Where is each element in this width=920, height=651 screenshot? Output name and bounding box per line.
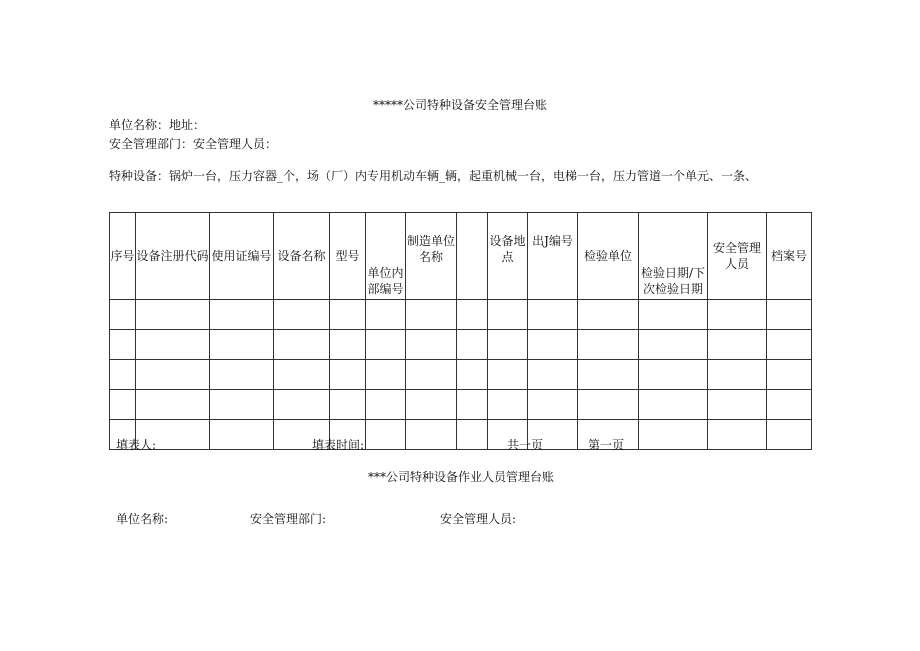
col-header-blank (457, 213, 488, 300)
table-cell (366, 390, 406, 420)
unit-address-line: 单位名称：地址： (109, 118, 206, 132)
table-row (110, 300, 812, 330)
table-cell (366, 300, 406, 330)
table-cell (639, 390, 708, 420)
table-cell (110, 360, 136, 390)
table-cell (406, 360, 457, 390)
col-header-cert-no: 使用证编号 (210, 213, 274, 300)
table-cell (330, 360, 366, 390)
personnel-ledger-title: ***公司特种设备作业人员管理台账 (368, 470, 555, 484)
table-cell (330, 300, 366, 330)
table-cell (767, 420, 812, 450)
table-cell (708, 300, 767, 330)
col-header-internal-no: 单位内部编号 (366, 213, 406, 300)
table-cell (528, 360, 578, 390)
col-header-reg-code: 设备注册代码 (136, 213, 210, 300)
table-cell (578, 390, 639, 420)
table-cell (578, 300, 639, 330)
col-header-factory-no: 出J编号 (528, 213, 578, 300)
table-cell (457, 420, 488, 450)
table-cell (210, 420, 274, 450)
table-cell (136, 300, 210, 330)
table-cell (457, 300, 488, 330)
safety-dept-label: 安全管理部门: (250, 512, 327, 526)
table-cell (767, 330, 812, 360)
table-cell (639, 360, 708, 390)
table-cell (708, 360, 767, 390)
table-cell (578, 330, 639, 360)
equipment-summary-line: 特种设备：锅炉一台，压力容器_个，场（厂）内专用机动车辆_辆，起重机械一台，电梯一台，压力管道一个单元、一条、 (109, 169, 758, 183)
table-cell (708, 390, 767, 420)
table-cell (330, 330, 366, 360)
table-cell (406, 300, 457, 330)
table-row (110, 360, 812, 390)
table-cell (406, 330, 457, 360)
col-header-model: 型号 (330, 213, 366, 300)
safety-dept-line: 安全管理部门：安全管理人员： (109, 137, 278, 151)
table-cell (210, 330, 274, 360)
col-header-inspection-unit: 检验单位 (578, 213, 639, 300)
fill-time-label: 填表时间: (312, 438, 365, 452)
table-cell (767, 300, 812, 330)
table-row (110, 420, 812, 450)
table-cell (406, 390, 457, 420)
table-cell (110, 300, 136, 330)
table-cell (708, 330, 767, 360)
table-cell (639, 420, 708, 450)
ledger-title: *****公司特种设备安全管理台账 (373, 98, 548, 112)
safety-person-label: 安全管理人员: (440, 512, 517, 526)
table-cell (457, 330, 488, 360)
page-number-label: 第一页 (588, 438, 625, 452)
unit-name-label: 单位名称: (116, 512, 169, 526)
table-cell (767, 390, 812, 420)
table-cell (274, 300, 330, 330)
table-cell (110, 390, 136, 420)
table-cell (210, 360, 274, 390)
equipment-ledger-table (109, 212, 812, 450)
col-header-manufacturer: 制造单位名称 (406, 213, 457, 300)
table-cell (488, 360, 528, 390)
table-cell (210, 300, 274, 330)
table-cell (210, 390, 274, 420)
table-cell (110, 330, 136, 360)
table-cell (708, 420, 767, 450)
table-cell (274, 330, 330, 360)
table-cell (528, 390, 578, 420)
col-header-location: 设备地点 (488, 213, 528, 300)
table-cell (274, 390, 330, 420)
table-cell (639, 330, 708, 360)
table-cell (528, 330, 578, 360)
col-header-inspection-date: 检验日期/下次检验日期 (639, 213, 708, 300)
table-cell (639, 300, 708, 330)
col-header-safety-person: 安全管理人员 (708, 213, 767, 300)
table-cell (366, 420, 406, 450)
table-cell (457, 390, 488, 420)
table-cell (528, 300, 578, 330)
total-pages-label: 共一页 (507, 438, 544, 452)
table-cell (274, 360, 330, 390)
table-cell (136, 330, 210, 360)
table-cell (578, 360, 639, 390)
table-row (110, 330, 812, 360)
table-cell (488, 390, 528, 420)
table-cell (406, 420, 457, 450)
table-cell (366, 330, 406, 360)
table-cell (330, 390, 366, 420)
table-cell (136, 390, 210, 420)
table-header-row (110, 213, 812, 300)
table-cell (457, 360, 488, 390)
col-header-equip-name: 设备名称 (274, 213, 330, 300)
table-cell (136, 360, 210, 390)
table-cell (366, 360, 406, 390)
col-header-seq: 序号 (110, 213, 136, 300)
col-header-archive-no: 档案号 (767, 213, 812, 300)
table-cell (488, 330, 528, 360)
table-row (110, 390, 812, 420)
table-cell (488, 300, 528, 330)
filler-label: 填表人: (116, 438, 157, 452)
table-cell (767, 360, 812, 390)
